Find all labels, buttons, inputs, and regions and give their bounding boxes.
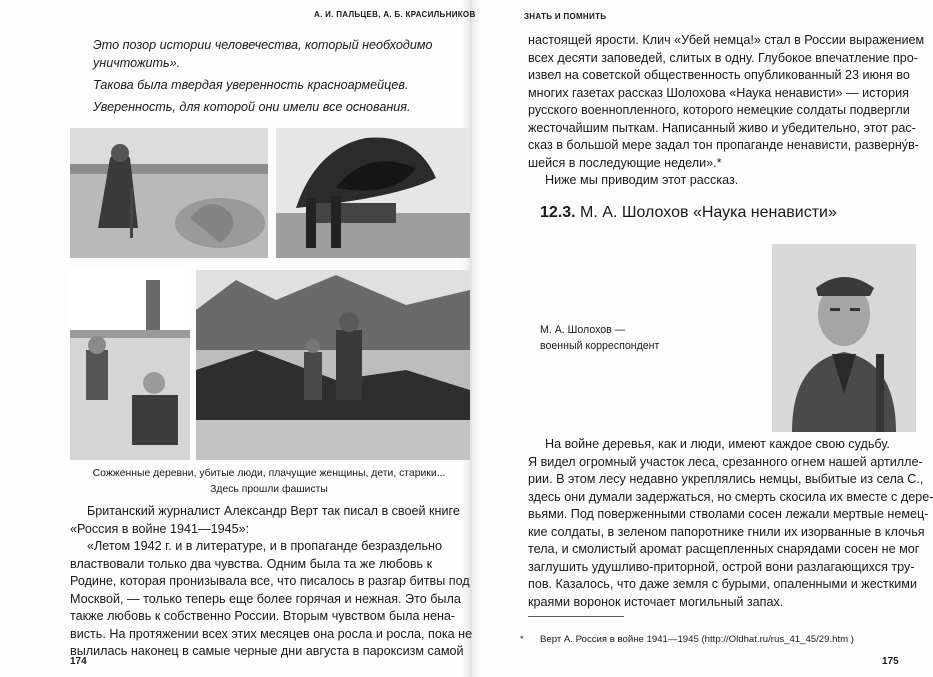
left-body-text — [70, 503, 472, 661]
body-line: шейся в последующие недели».* — [528, 155, 722, 170]
right-top-text — [528, 32, 924, 190]
section-title: М. А. Шолохов «Наука ненависти» — [580, 204, 837, 221]
body-line: пов. Казалось, что даже земля с бурыми, опаленными и жесткими — [528, 577, 918, 591]
body-line: На войне деревья, как и люди, имеют каждое свою судьбу. — [545, 437, 890, 451]
body-line: всех десяти заповедей, слитых в одну. Глубокое впечатление про- — [528, 50, 918, 65]
right-running-head: ЗНАТЬ И ПОМНИТЬ — [524, 12, 607, 21]
body-line: тела, и смолистый аромат расщепленных снарядами сосен не мог — [528, 542, 920, 556]
body-line: Ниже мы приводим этот рассказ. — [545, 173, 739, 187]
body-line: Я видел огромный участок леса, срезанного огнем нашей артилле- — [528, 454, 923, 469]
body-line: здесь они думали задержаться, но смерть скосила их вместе с дере- — [528, 489, 933, 504]
footnote-text: Верт А. Россия в войне 1941—1945 (http://Oldhat.ru/rus_41_45/29.htm ) — [540, 634, 854, 645]
photo-caption — [68, 466, 470, 498]
body-line: Британский журналист Александр Верт так писал в своей книге — [87, 504, 460, 518]
body-line: рии. В этом лесу недавно укреплялись немцы, выбитые из села С., — [528, 472, 924, 486]
photo-ruined-houses — [196, 270, 470, 460]
portrait-caption-line-1: М. А. Шолохов — — [540, 324, 626, 336]
section-heading — [540, 204, 837, 222]
left-page-number: 174 — [70, 656, 87, 667]
body-line: висть. На протяжении всех этих месяцев она росла и росла, пока не — [70, 626, 473, 641]
footnote-mark: * — [520, 634, 524, 645]
body-line: многих газетах рассказ Шолохова «Наука ненависти» — история — [528, 85, 909, 100]
body-line: настоящей ярости. Клич «Убей немца!» стал в России выражением — [528, 33, 925, 47]
section-number: 12.3. — [540, 204, 576, 221]
body-line: властвовали только два чувства. Одним была та же любовь к — [70, 556, 433, 571]
right-page-number: 175 — [882, 656, 899, 667]
italic-line-4: Уверенность, для которой они имели все основания. — [93, 100, 411, 114]
body-line: заглушить удушливо-приторной, острой вони разлагающихся тру- — [528, 559, 915, 574]
photo-weeping-woman — [70, 128, 268, 258]
body-line: кие солдаты, в зеленом папоротнике гнили их изорванные в клочья — [528, 524, 925, 539]
body-line: «Россия в войне 1941—1945»: — [70, 521, 250, 536]
portrait-caption — [540, 322, 659, 354]
left-running-head: А. И. ПАЛЬЦЕВ, А. Б. КРАСИЛЬНИКОВ — [314, 10, 476, 19]
italic-line-2: уничтожить». — [93, 56, 181, 70]
footnote-rule — [528, 616, 624, 617]
photo-burning-village — [276, 128, 470, 258]
body-line: вьями. Под поверженными стволами сосен лежали мертвые немец- — [528, 507, 929, 521]
body-line: русского военнопленного, которого немецкие солдаты подвергли — [528, 103, 910, 117]
caption-line-2: Здесь прошли фашисты — [210, 484, 328, 495]
body-line: вылилась наконец в самые черные дни августа в пароксизм самой — [70, 644, 464, 658]
portrait-caption-line-2: военный корреспондент — [540, 340, 660, 352]
body-line: Москвой, — только теперь еще более горячая и нежная. Это была — [70, 591, 461, 606]
caption-line-1: Сожженные деревни, убитые люди, плачущие женщины, дети, старики... — [92, 468, 446, 479]
body-line: сказ в большой мере задал тон пропаганде ненависти, разверну́в- — [528, 138, 919, 152]
body-line: жесточайшим пыткам. Написанный живо и убедительно, этот рас- — [528, 120, 916, 135]
body-line: «Летом 1942 г. и в литературе, и в пропаганде безраздельно — [87, 539, 442, 553]
story-text — [528, 436, 933, 611]
italic-line-1: Это позор истории человечества, который необходимо — [93, 38, 433, 52]
photo-children-ruins — [70, 270, 190, 460]
body-line: извел на советской общественность опубликованный 23 июня во — [528, 68, 910, 82]
photo-sholokhov-portrait — [772, 244, 916, 432]
body-line: краями воронок источает могильный запах. — [528, 594, 784, 609]
body-line: также любовь к собственно России. Вторым чувством была нена- — [70, 609, 456, 623]
body-line: Родине, которая пронизывала все, что писалось в разгар битвы под — [70, 574, 470, 588]
italic-line-3: Такова была твердая уверенность красноармейцев. — [93, 78, 409, 92]
footnote — [520, 634, 854, 645]
